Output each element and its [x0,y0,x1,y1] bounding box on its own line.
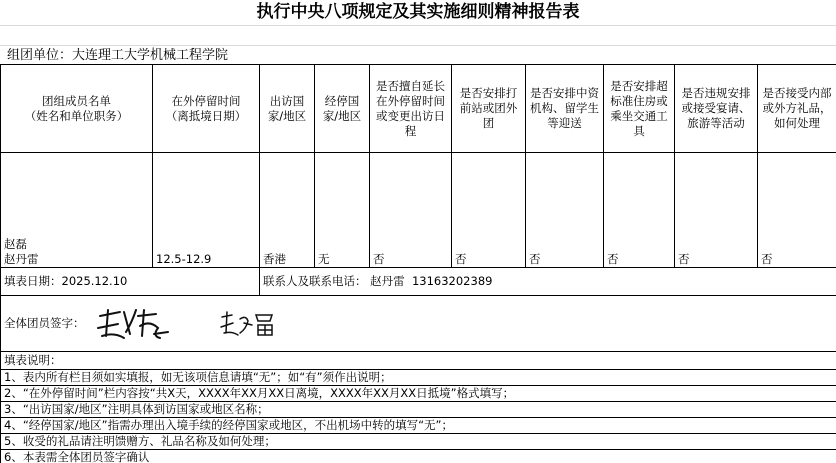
org-value: 大连理工大学机械工程学院 [72,48,229,63]
fill-date-cell [1,268,260,296]
cell-banquet: 否 [675,153,758,268]
cell-extend: 否 [370,153,452,268]
cell-country: 香港 [260,153,315,268]
contact-cell [260,268,836,296]
fill-date-label: 填表日期： [4,274,62,288]
header-transit: 经停国家/地区 [315,65,370,153]
header-advance: 是否安排打前站或团外团 [452,65,526,153]
table-row [1,153,836,268]
header-stay-line1: 在外停留时间 [171,93,241,108]
cell-gifts: 否 [758,153,836,268]
signature-label: 全体团员签字： [4,316,85,330]
header-escort: 是否安排中资机构、留学生等迎送 [526,65,604,153]
notes-title: 填表说明： [1,352,836,370]
note-row [1,386,836,402]
cell-stay: 12.5-12.9 [153,153,260,268]
fill-date-value: 2025.12.10 [61,274,128,288]
signature-zhao-danlei [218,309,278,339]
cell-transit: 无 [315,153,370,268]
signature-row [1,296,836,352]
note-item: 2、“在外停留时间”栏内容按“共X天，XXXX年XX月XX日离境，XXXX年XX月XX日抵境”格式填写； [1,386,836,402]
header-country: 出访国家/地区 [260,65,315,153]
cell-members [1,153,153,268]
blank-row [0,26,836,46]
header-members-line2: （姓名和单位职务） [24,108,129,123]
note-item: 5、收受的礼品请注明馈赠方、礼品名称及如何处理； [1,434,836,450]
cell-advance: 否 [452,153,526,268]
note-item: 1、表内所有栏目须如实填报，如无该项信息请填“无”；如“有”须作出说明； [1,370,836,386]
cell-housing: 否 [604,153,675,268]
note-row [1,370,836,386]
contact-phone: 13163202389 [411,274,493,288]
header-members-line1: 团组成员名单 [42,93,111,108]
report-table [0,64,836,463]
note-item: 3、“出访国家/地区”注明具体到访国家或地区名称； [1,402,836,418]
note-row [1,418,836,434]
header-housing: 是否安排超标准住房或乘坐交通工具 [604,65,675,153]
cell-escort: 否 [526,153,604,268]
note-row [1,450,836,463]
notes-header-row [1,352,836,370]
member-name: 赵丹雷 [4,252,39,266]
header-stay-line2: （离抵境日期） [165,108,247,123]
org-row [0,46,836,65]
header-banquet: 是否违规安排或接受宴请、旅游等活动 [675,65,758,153]
note-row [1,402,836,418]
date-contact-row [1,268,836,296]
org-label: 组团单位： [7,48,73,63]
member-name: 赵磊 [4,237,27,251]
signature-zhao-lei [94,306,174,342]
header-stay [153,65,260,153]
note-row [1,434,836,450]
page-title: 执行中央八项规定及其实施细则精神报告表 [0,0,836,26]
header-members [1,65,153,153]
note-item: 4、“经停国家/地区”指需办理出入境手续的经停国家或地区，不出机场中转的填写“无”； [1,418,836,434]
note-item: 6、本表需全体团员签字确认 [1,450,836,463]
signature-cell [1,296,836,352]
contact-name: 赵丹雷 [370,274,405,288]
header-extend: 是否擅自延长在外停留时间或变更出访日程 [370,65,452,153]
header-row [1,65,836,153]
header-gifts: 是否接受内部或外方礼品，如何处理 [758,65,836,153]
contact-label: 联系人及联系电话： [263,274,367,288]
